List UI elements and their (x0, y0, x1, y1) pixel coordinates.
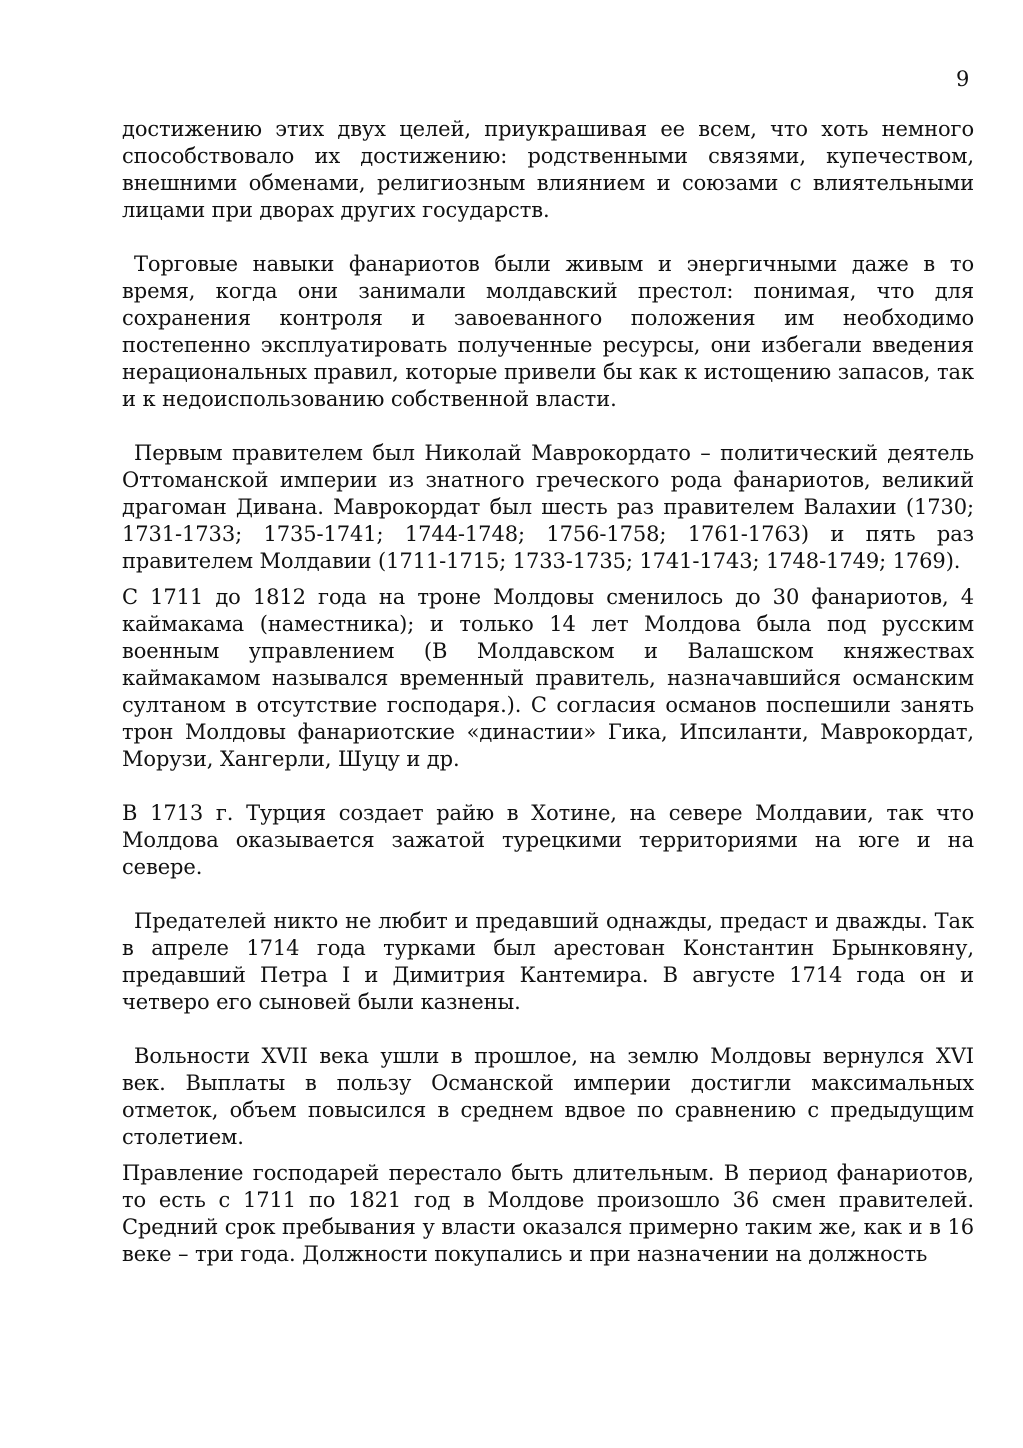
page-number: 9 (956, 67, 970, 91)
paragraph-brancoveanu: Предателей никто не любит и предавший однажды, предаст и дважды. Так в апреле 1714 года турками был арестован Константин Брынковяну, предавший Петра I и Димитрия Кантемира. В августе 1714 года он и четверо его сыновей были казнены. (122, 909, 974, 1014)
paragraph-goals: достижению этих двух целей, приукрашивая ее всем, что хоть немного способствовало их достижению: родственными связями, купечеством, внешними обменами, религиозным влиянием и союзами с влиятельными лицами при дворах других государств. (122, 117, 974, 222)
paragraph-ottoman-payments: Вольности XVII века ушли в прошлое, на землю Молдовы вернулся XVI век. Выплаты в пользу Османской империи достигли максимальных отметок, объем повысился в среднем вдвое по сравнению с предыдущим столетием. (122, 1044, 974, 1149)
paragraph-trade-skills: Торговые навыки фанариотов были живым и энергичными даже в то время, когда они занимали молдавский престол: понимая, что для сохранения контроля и завоеванного положения им необходимо постепенно эксплуатировать полученные ресурсы, они избегали введения нерациональных правил, которые привели бы как к истощению запасов, так и к недоиспользованию собственной власти. (122, 252, 974, 411)
page-body (122, 116, 974, 1268)
paragraph-first-ruler: Первым правителем был Николай Маврокордато – политический деятель Оттоманской империи из знатного греческого рода фанариотов, великий драгоман Дивана. Маврокордат был шесть раз правителем Валахии (1730; 1731-1733; 1735-1741; 1744-1748; 1756-1758; 1761-1763) и пять раз правителем Молдавии (1711-1715; 1733-1735; 1741-1743; 1748-1749; 1769). (122, 441, 974, 573)
paragraph-raya-khotyn: В 1713 г. Турция создает райю в Хотине, на севере Молдавии, так что Молдова оказывается зажатой турецкими территориями на юге и на севере. (122, 801, 974, 879)
paragraph-rule-duration: Правление господарей перестало быть длительным. В период фанариотов, то есть с 1711 по 1821 год в Молдове произошло 36 смен правителей. Средний срок пребывания у власти оказался примерно таким же, как и в 16 веке – три года. Должности покупались и при назначении на должность (122, 1161, 974, 1266)
paragraph-phanariot-dynasties: С 1711 до 1812 года на троне Молдовы сменилось до 30 фанариотов, 4 каймакама (наместника); и только 14 лет Молдова была под русским военным управлением (В Молдавском и Валашском княжествах каймакамом назывался временный правитель, назначавшийся османским султаном в отсутствие господаря.). С согласия османов поспешили занять трон Молдовы фанариотские «династии» Гика, Ипсиланти, Маврокордат, Морузи, Хангерли, Шуцу и др. (122, 585, 974, 771)
